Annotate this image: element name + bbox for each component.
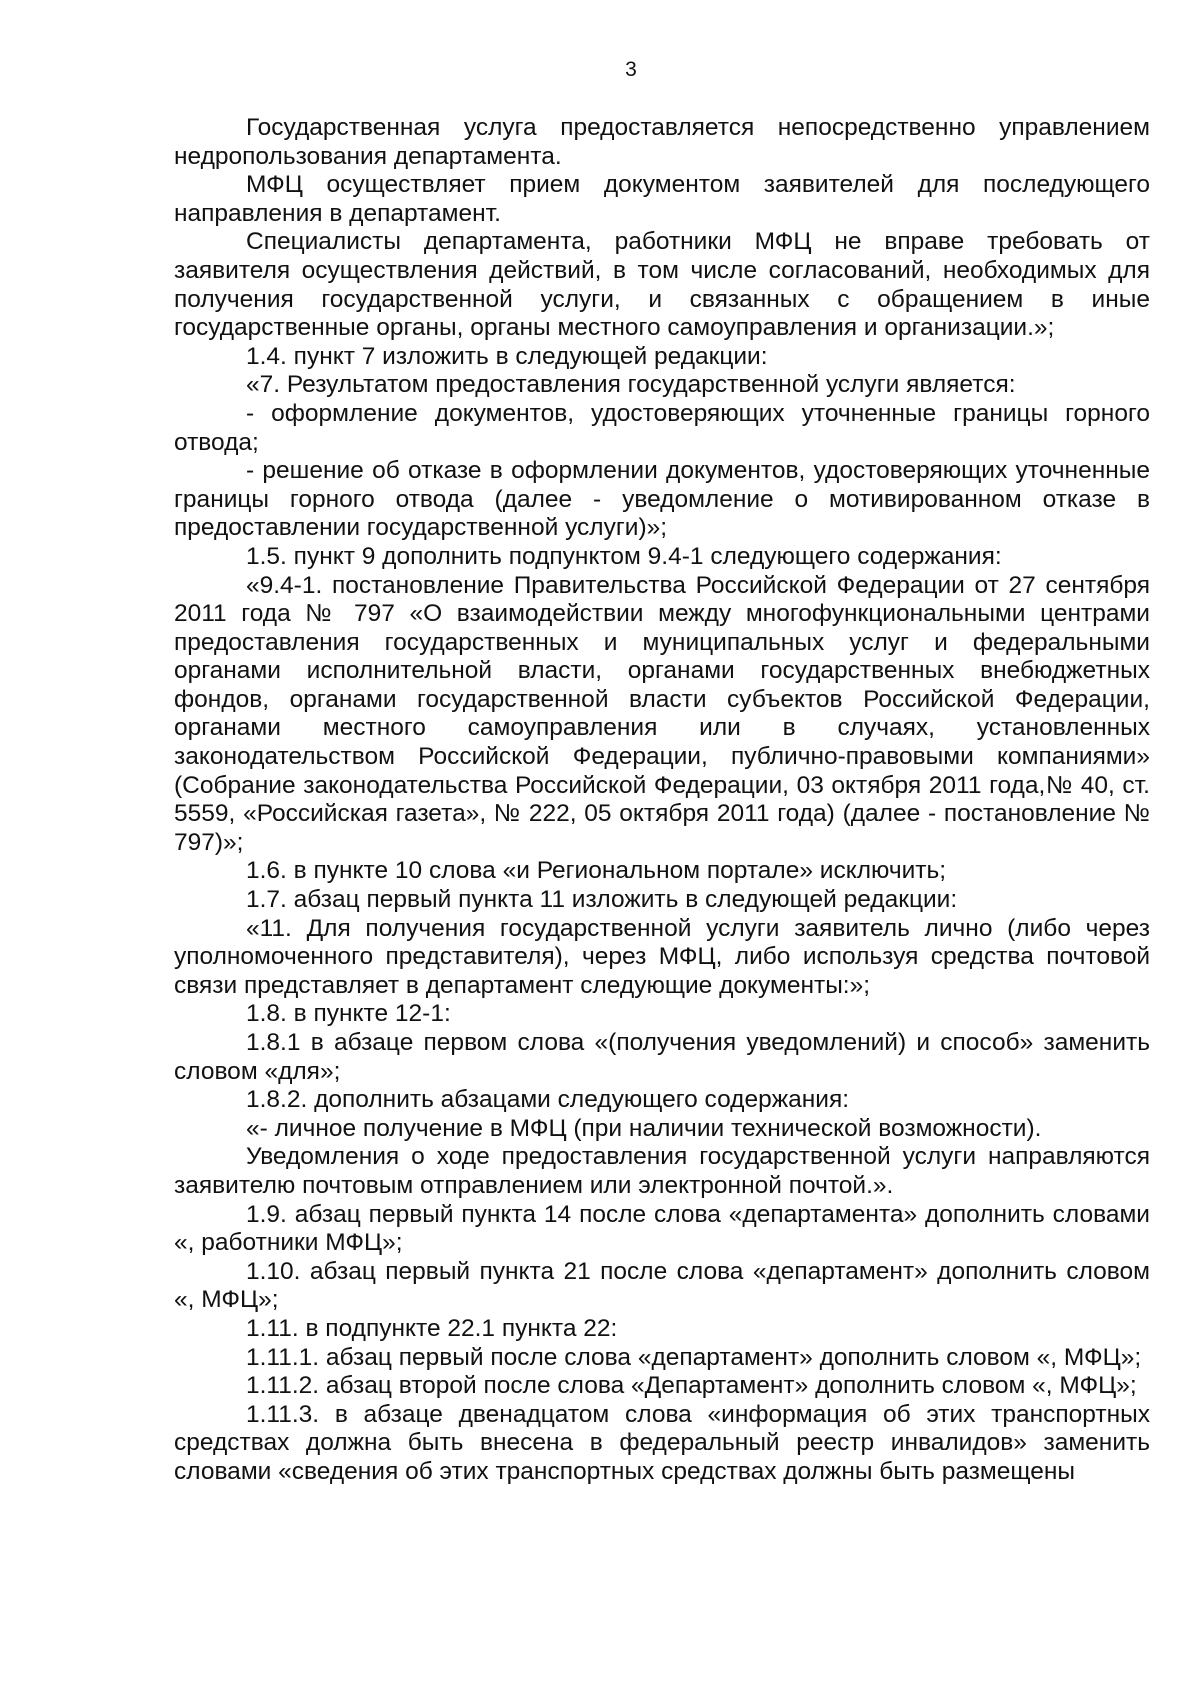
paragraph: 1.8.2. дополнить абзацами следующего содержания: — [246, 1086, 850, 1114]
paragraph: 1.7. абзац первый пункта 11 изложить в следующей редакции: — [246, 886, 958, 914]
paragraph: 1.10. абзац первый пункта 21 после слова «департамент» дополнить словом «, МФЦ»; — [174, 1257, 1150, 1314]
paragraph: 1.11. в подпункте 22.1 пункта 22: — [246, 1314, 618, 1342]
paragraph: 1.5. пункт 9 дополнить подпунктом 9.4-1 следующего содержания: — [246, 542, 1002, 570]
paragraph: 1.4. пункт 7 изложить в следующей редакции: — [246, 342, 768, 370]
paragraph: 1.11.1. абзац первый после слова «департамент» дополнить словом «, МФЦ»; — [246, 1343, 1142, 1371]
paragraph: Уведомления о ходе предоставления государственной услуги направляются заявителю почтовым отправлением или электронной почтой.». — [174, 1143, 1150, 1199]
paragraph: - решение об отказе в оформлении документов, удостоверяющих уточненные границы горного отвода (далее - уведомление о мотивированном отказе в предоставлении государственной услуги)»; — [174, 457, 1150, 542]
document-body — [174, 114, 1150, 1487]
paragraph: «9.4-1. постановление Правительства Российской Федерации от 27 сентября 2011 года № 797 «О взаимодействии между многофункциональными центрами предоставления государственных и муниципальных услуг и федеральными органами исполнительной власти, органами государственных внебюджетных фондов, органами государственной власти субъектов Российской Федерации, органами местного самоуправления или в случаях, установленных законодательством Российской Федерации, публично-правовыми компаниями» (Собрание законодательства Российской Федерации, 03 октября 2011 года,№ 40, ст. 5559, «Российская газета», № 222, 05 октября 2011 года) (далее - постановление № 797)»; — [174, 571, 1150, 856]
paragraph: МФЦ осуществляет прием документом заявителей для последующего направления в департамент. — [174, 171, 1150, 227]
page-number-header — [0, 56, 1200, 84]
paragraph: 1.9. абзац первый пункта 14 после слова «департамента» дополнить словами «, работники МФЦ»; — [174, 1200, 1150, 1257]
paragraph: - оформление документов, удостоверяющих уточненные границы горного отвода; — [174, 399, 1150, 456]
paragraph: Государственная услуга предоставляется непосредственно управлением недропользования департамента. — [174, 114, 1150, 170]
paragraph: Специалисты департамента, работники МФЦ не вправе требовать от заявителя осуществления действий, в том числе согласований, необходимых для получения государственной услуги, и связанных с обращением в иные государственные органы, органы местного самоуправления и организации.»; — [174, 228, 1150, 342]
paragraph: 1.8.1 в абзаце первом слова «(получения уведомлений) и способ» заменить словом «для»; — [174, 1029, 1150, 1085]
paragraph: 1.6. в пункте 10 слова «и Региональном портале» исключить; — [246, 857, 947, 885]
paragraph: 1.11.2. абзац второй после слова «Департамент» дополнить словом «, МФЦ»; — [246, 1372, 1137, 1400]
paragraph: 1.8. в пункте 12-1: — [246, 1000, 451, 1028]
paragraph: 1.11.3. в абзаце двенадцатом слова «информация об этих транспортных средствах должна быть внесена в федеральный реестр инвалидов» заменить словами «сведения об этих транспортных средствах должны быть размещены — [174, 1400, 1150, 1485]
page-number: 3 — [625, 58, 637, 81]
paragraph: «11. Для получения государственной услуги заявитель лично (либо через уполномоченного представителя), через МФЦ, либо используя средства почтовой связи представляет в департамент следующие документы:»; — [174, 914, 1150, 999]
paragraph: «7. Результатом предоставления государственной услуги является: — [246, 371, 1016, 399]
paragraph: «- личное получение в МФЦ (при наличии технической возможности). — [246, 1114, 1042, 1142]
